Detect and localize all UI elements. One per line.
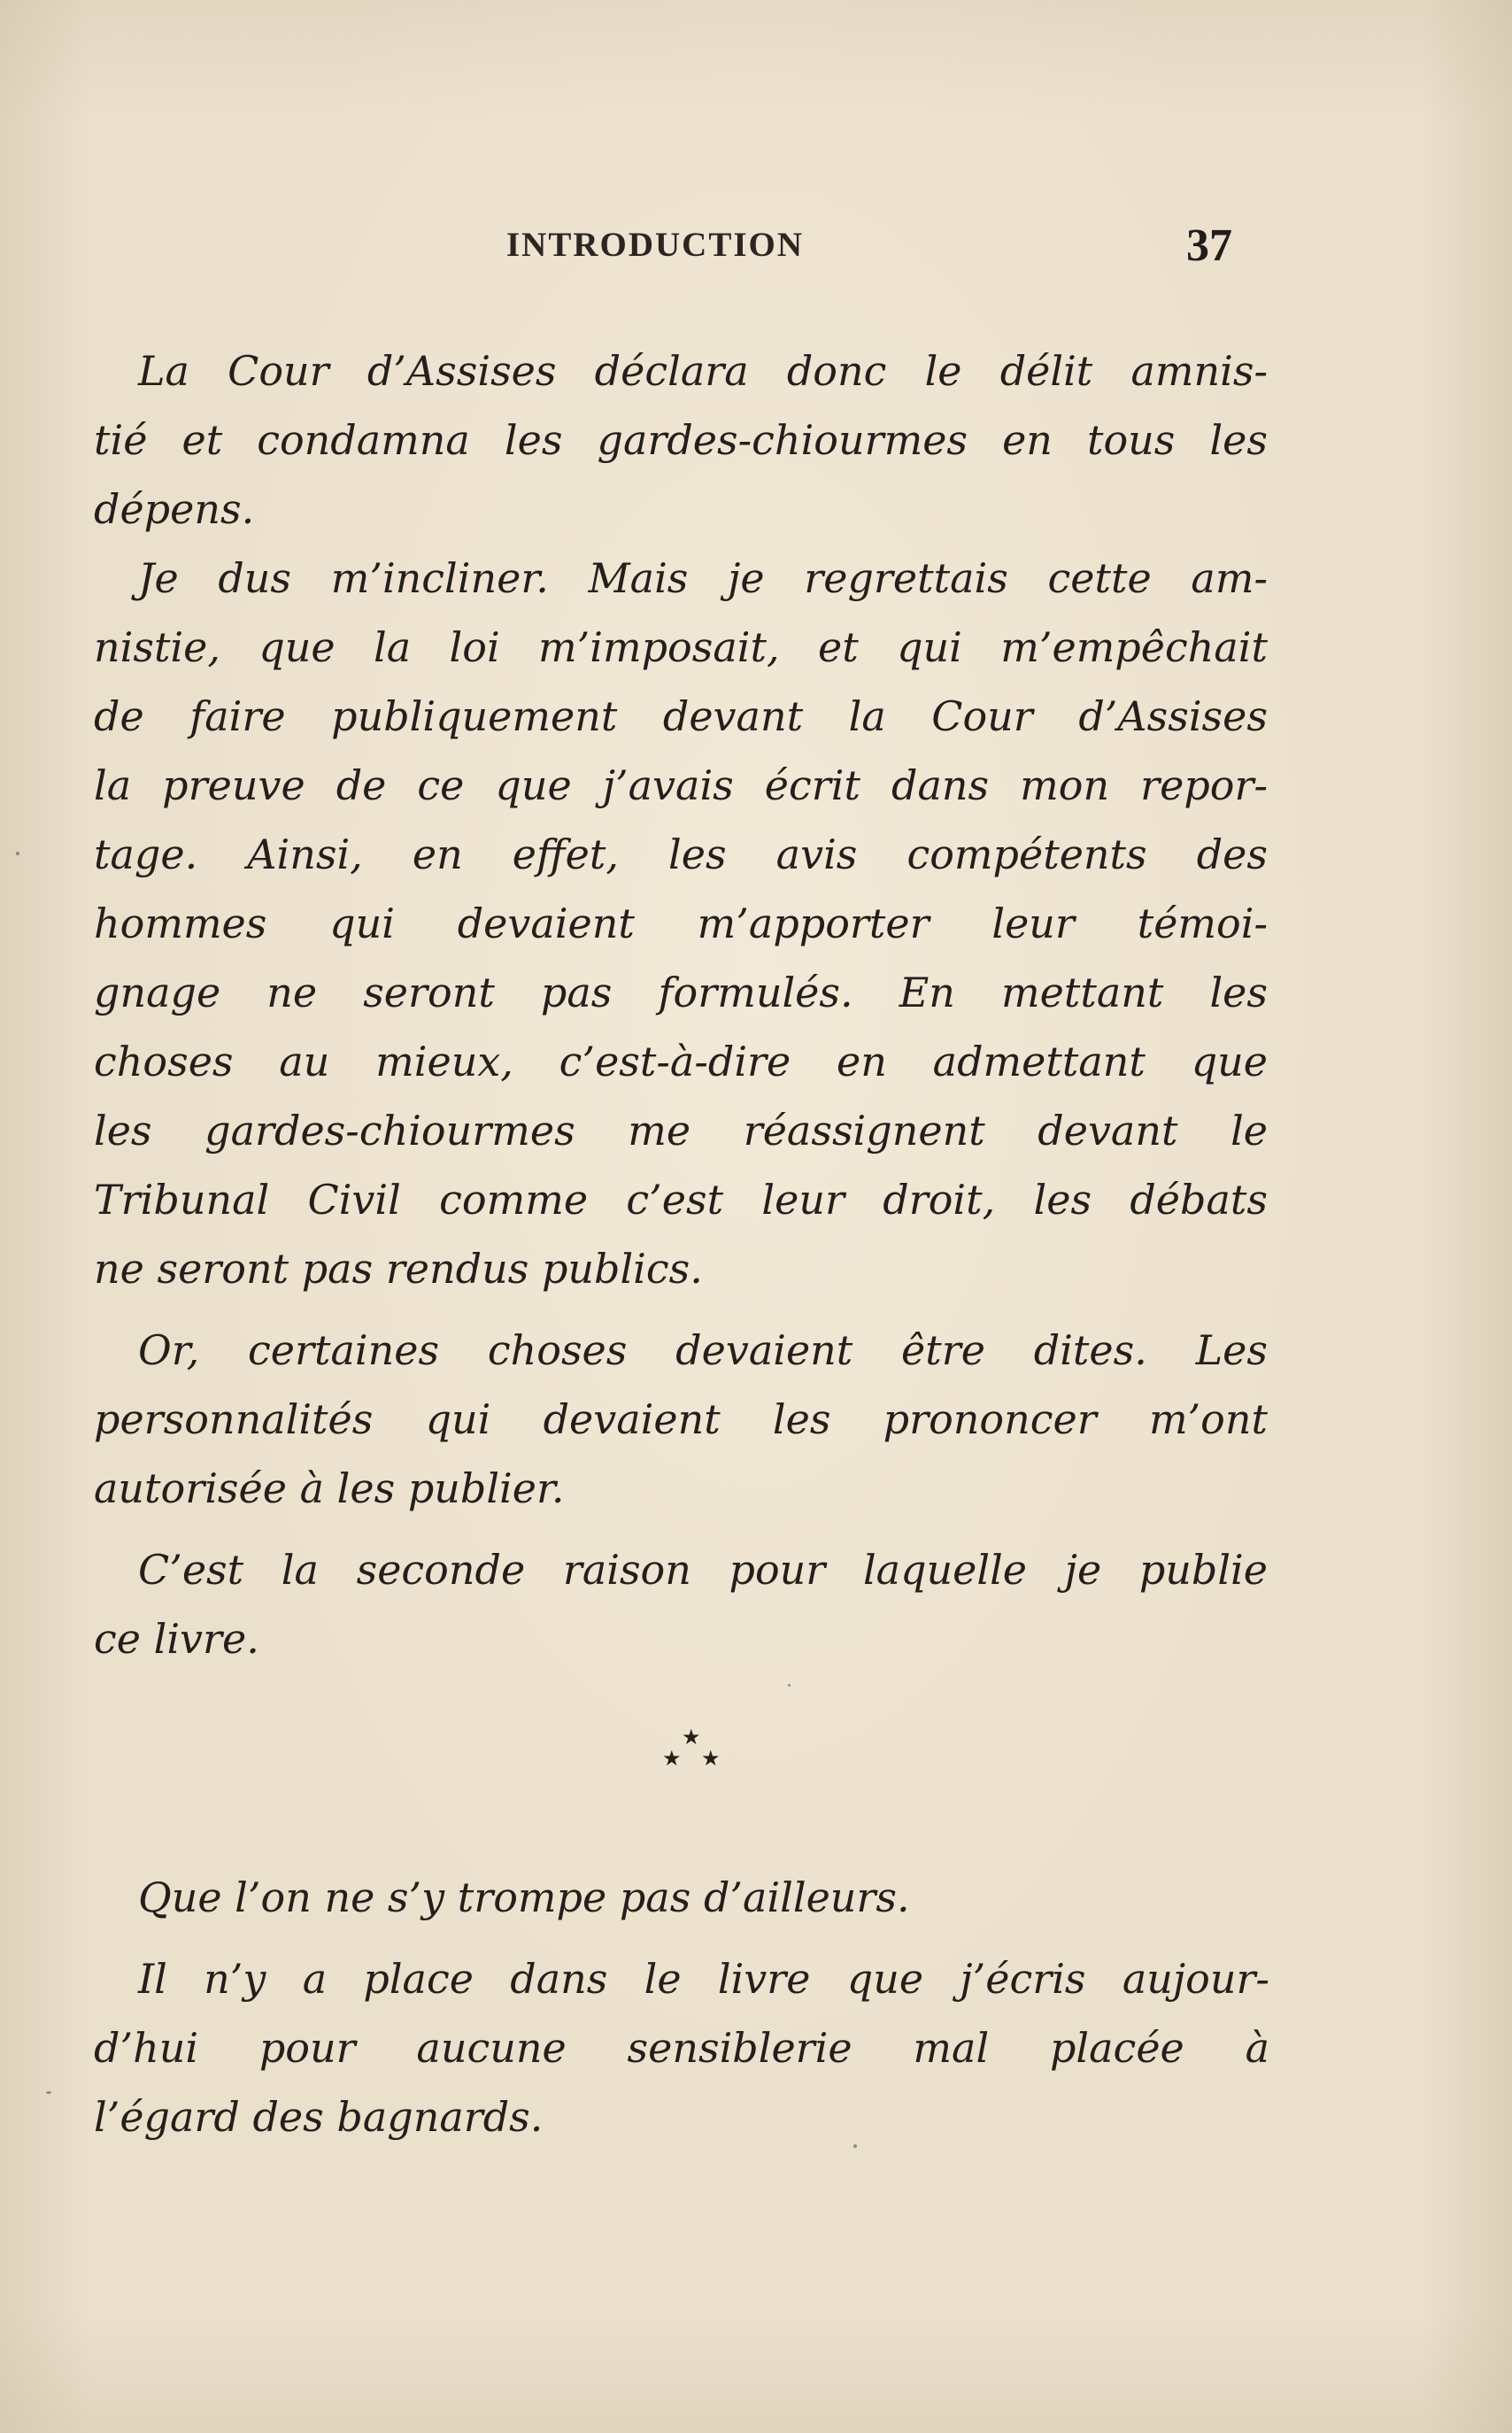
text-line: C’est la seconde raison pour laquelle je publie xyxy=(138,1546,1268,1594)
text-line: choses au mieux, c’est-à-dire en admettant que xyxy=(94,1038,1268,1085)
star-icon: ★ xyxy=(662,1746,682,1771)
star-icon: ★ xyxy=(701,1746,721,1771)
paragraph-6 xyxy=(94,1944,1269,2151)
asterism-icon xyxy=(655,1726,726,1788)
paper-speck xyxy=(16,852,19,855)
text-line: ne seront pas rendus publics. xyxy=(94,1245,703,1293)
paragraph-1 xyxy=(94,336,1268,544)
text-line: Il n’y a place dans le livre que j’écris aujour- xyxy=(138,1955,1269,2003)
paragraph-5 xyxy=(94,1863,1269,1932)
text-line: ce livre. xyxy=(94,1615,259,1663)
star-icon: ★ xyxy=(682,1725,701,1749)
text-line: l’égard des bagnards. xyxy=(94,2093,544,2141)
paper-speck xyxy=(853,2144,857,2148)
text-line: la preuve de ce que j’avais écrit dans mon repor- xyxy=(94,761,1268,809)
text-line: de faire publiquement devant la Cour d’Assises xyxy=(94,692,1268,740)
text-line: La Cour d’Assises déclara donc le délit amnis- xyxy=(138,347,1268,395)
paragraph-3 xyxy=(94,1316,1268,1523)
paper-speck xyxy=(788,1684,791,1687)
text-line: personnalités qui devaient les prononcer m’ont xyxy=(94,1395,1268,1443)
paragraph-gap xyxy=(94,1932,1269,1944)
text-line: Que l’on ne s’y trompe pas d’ailleurs. xyxy=(138,1873,910,1921)
text-line: autorisée à les publier. xyxy=(94,1464,565,1512)
text-line: gnage ne seront pas formulés. En mettant les xyxy=(94,969,1268,1016)
text-line: Or, certaines choses devaient être dites. Les xyxy=(138,1326,1268,1374)
paragraph-4 xyxy=(94,1535,1268,1673)
text-line: d’hui pour aucune sensiblerie mal placée à xyxy=(94,2024,1269,2072)
paragraph-2 xyxy=(94,544,1268,1303)
main-text xyxy=(94,336,1268,1673)
paper-speck xyxy=(46,2091,51,2094)
main-text-after-break xyxy=(94,1863,1269,2151)
text-line: hommes qui devaient m’apporter leur témoi- xyxy=(94,900,1268,947)
text-line: nistie, que la loi m’imposait, et qui m’empêchait xyxy=(94,623,1268,671)
text-line: les gardes-chiourmes me réassignent devant le xyxy=(94,1107,1268,1155)
running-title: INTRODUCTION xyxy=(506,226,805,264)
text-line: Tribunal Civil comme c’est leur droit, les débats xyxy=(94,1176,1268,1224)
text-line: dépens. xyxy=(94,485,255,533)
paragraph-gap xyxy=(94,1303,1268,1316)
text-line: tié et condamna les gardes-chiourmes en tous les xyxy=(94,416,1268,464)
text-line: Je dus m’incliner. Mais je regrettais cette am- xyxy=(138,554,1268,602)
page-number: 37 xyxy=(1186,220,1232,271)
text-line: tage. Ainsi, en effet, les avis compétents des xyxy=(94,830,1268,878)
paragraph-gap xyxy=(94,1523,1268,1535)
